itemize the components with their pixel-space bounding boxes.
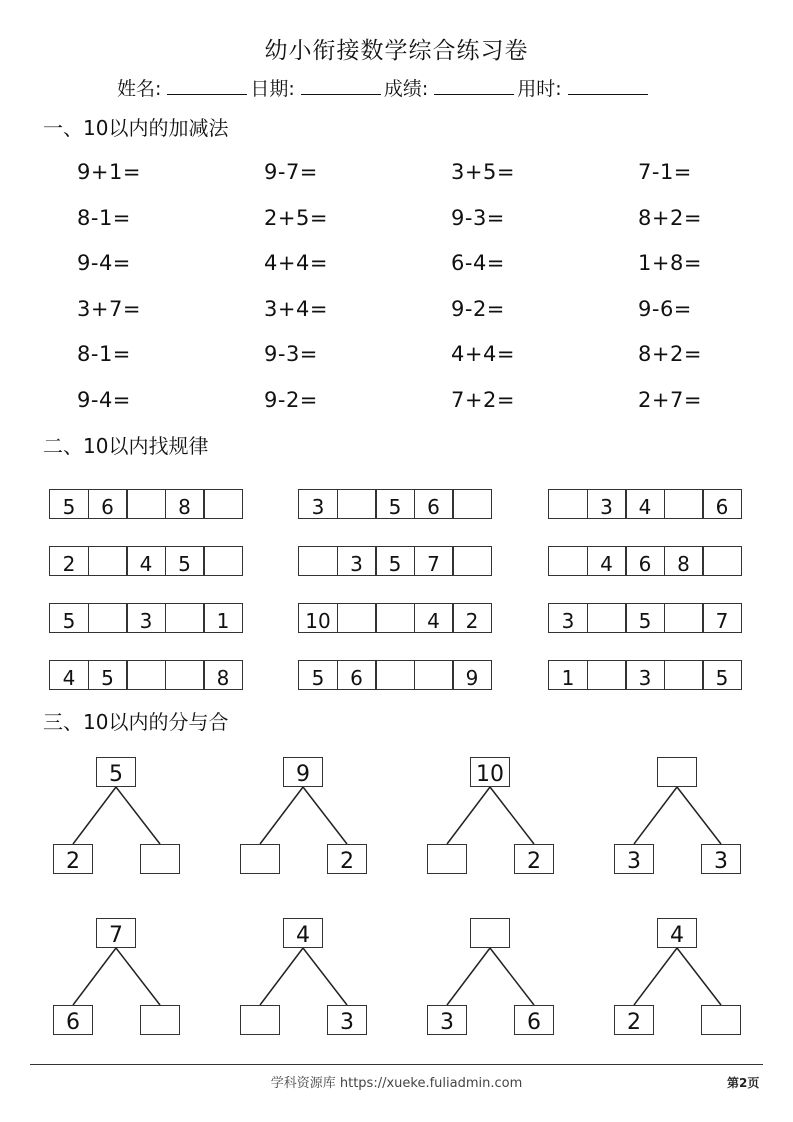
bond-whole-box[interactable]: 7	[96, 918, 136, 948]
equation[interactable]: 8-1=	[77, 205, 131, 230]
equation[interactable]: 9-4=	[77, 251, 131, 275]
bond-part-right-box[interactable]: 2	[327, 844, 367, 874]
pattern-cell[interactable]: 8	[203, 660, 243, 690]
pattern-cell[interactable]: 5	[88, 660, 128, 690]
equation[interactable]: 8+2=	[638, 205, 702, 230]
pattern-cell[interactable]	[664, 603, 704, 633]
equation[interactable]: 4+4=	[451, 342, 515, 366]
pattern-cell[interactable]: 6	[337, 660, 377, 690]
number-bond-tree	[614, 757, 754, 877]
bond-part-right-box[interactable]: 6	[514, 1005, 554, 1035]
pattern-cell[interactable]: 2	[49, 546, 89, 576]
number-bond-tree	[53, 918, 193, 1038]
pattern-cell[interactable]: 1	[203, 603, 243, 633]
equation[interactable]: 3+5=	[451, 160, 515, 184]
date-label: 日期:	[250, 78, 295, 100]
equation[interactable]: 9-2=	[264, 387, 318, 412]
bond-part-right-box[interactable]	[701, 1005, 741, 1035]
bond-part-left-box[interactable]: 2	[614, 1005, 654, 1035]
pattern-cell[interactable]	[165, 603, 205, 633]
footer-divider	[30, 1064, 763, 1065]
pattern-cell[interactable]	[165, 660, 205, 690]
bond-part-left-box[interactable]: 2	[53, 844, 93, 874]
bond-part-right-box[interactable]	[140, 844, 180, 874]
pattern-cell[interactable]: 7	[702, 603, 742, 633]
pattern-cell[interactable]	[587, 603, 627, 633]
pattern-strip	[548, 546, 742, 576]
equation[interactable]: 4+4=	[264, 251, 328, 275]
bond-part-right-box[interactable]: 2	[514, 844, 554, 874]
pattern-strip	[548, 603, 742, 633]
pattern-cell[interactable]	[126, 660, 166, 690]
time-field[interactable]	[568, 78, 648, 95]
pattern-cell[interactable]: 4	[49, 660, 89, 690]
pattern-cell[interactable]	[88, 603, 128, 633]
bond-part-left-box[interactable]	[240, 844, 280, 874]
date-field[interactable]	[301, 78, 381, 95]
pattern-cell[interactable]: 3	[587, 489, 627, 519]
equation[interactable]: 8+2=	[638, 342, 702, 366]
pattern-cell[interactable]: 5	[165, 546, 205, 576]
pattern-cell[interactable]: 3	[298, 489, 338, 519]
pattern-cell[interactable]: 5	[375, 489, 415, 519]
pattern-cell[interactable]: 5	[49, 603, 89, 633]
equation[interactable]: 2+5=	[264, 205, 328, 230]
equation[interactable]: 3+4=	[264, 296, 328, 321]
pattern-cell[interactable]	[548, 546, 588, 576]
section2-title: 二、10以内找规律	[43, 434, 209, 458]
student-info-row	[117, 74, 651, 101]
pattern-cell[interactable]: 6	[625, 546, 665, 576]
number-bond-tree	[240, 757, 380, 877]
equation[interactable]: 9-6=	[638, 296, 692, 321]
bond-whole-box[interactable]: 4	[283, 918, 323, 948]
pattern-cell[interactable]	[664, 489, 704, 519]
pattern-cell[interactable]: 7	[414, 546, 454, 576]
bond-part-left-box[interactable]	[240, 1005, 280, 1035]
pattern-cell[interactable]: 4	[625, 489, 665, 519]
section3-title: 三、10以内的分与合	[43, 710, 229, 734]
equation[interactable]: 2+7=	[638, 387, 702, 412]
equation[interactable]: 8-1=	[77, 342, 131, 366]
page-number: 第2页	[727, 1076, 760, 1090]
pattern-strip	[548, 489, 742, 519]
worksheet-title: 幼小衔接数学综合练习卷	[264, 38, 529, 64]
score-label: 成绩:	[383, 78, 429, 100]
pattern-cell[interactable]	[88, 546, 128, 576]
pattern-cell[interactable]: 3	[548, 603, 588, 633]
number-bond-tree	[427, 757, 567, 877]
pattern-cell[interactable]	[337, 603, 377, 633]
name-field[interactable]	[167, 78, 247, 95]
equation[interactable]: 9-3=	[264, 342, 318, 366]
pattern-cell[interactable]: 8	[165, 489, 205, 519]
pattern-cell[interactable]	[452, 546, 492, 576]
pattern-cell[interactable]: 5	[702, 660, 742, 690]
name-label: 姓名:	[117, 78, 162, 100]
equation[interactable]: 3+7=	[77, 296, 141, 321]
pattern-cell[interactable]: 3	[126, 603, 166, 633]
bond-whole-box[interactable]	[657, 757, 697, 787]
bond-whole-box[interactable]: 5	[96, 757, 136, 787]
equation[interactable]: 9+1=	[77, 160, 141, 184]
pattern-cell[interactable]: 4	[414, 603, 454, 633]
pattern-strip	[548, 660, 742, 690]
time-label: 用时:	[517, 78, 562, 100]
pattern-cell[interactable]	[702, 546, 742, 576]
pattern-cell[interactable]: 6	[414, 489, 454, 519]
pattern-cell[interactable]: 3	[625, 660, 665, 690]
pattern-cell[interactable]: 6	[88, 489, 128, 519]
pattern-cell[interactable]	[375, 660, 415, 690]
pattern-strip	[298, 603, 492, 633]
bond-part-left-box[interactable]: 3	[614, 844, 654, 874]
pattern-strip	[49, 660, 243, 690]
bond-part-right-box[interactable]: 3	[327, 1005, 367, 1035]
bond-whole-box[interactable]	[470, 918, 510, 948]
equation[interactable]: 7-1=	[638, 160, 692, 184]
score-field[interactable]	[434, 78, 514, 95]
pattern-cell[interactable]	[587, 660, 627, 690]
pattern-cell[interactable]	[452, 489, 492, 519]
number-bond-tree	[53, 757, 193, 877]
number-bond-tree	[614, 918, 754, 1038]
pattern-cell[interactable]	[375, 603, 415, 633]
bond-whole-box[interactable]: 10	[470, 757, 510, 787]
bond-part-left-box[interactable]	[427, 844, 467, 874]
pattern-cell[interactable]: 10	[298, 603, 338, 633]
equation[interactable]: 1+8=	[638, 251, 702, 275]
pattern-strip	[298, 489, 492, 519]
bond-whole-box[interactable]: 9	[283, 757, 323, 787]
equation[interactable]: 9-3=	[451, 205, 505, 230]
pattern-cell[interactable]	[414, 660, 454, 690]
pattern-cell[interactable]	[664, 660, 704, 690]
equation[interactable]: 9-2=	[451, 296, 505, 321]
pattern-strip	[49, 603, 243, 633]
section1-title: 一、10以内的加减法	[43, 116, 229, 140]
equation[interactable]: 6-4=	[451, 251, 505, 275]
bond-part-left-box[interactable]: 3	[427, 1005, 467, 1035]
pattern-cell[interactable]	[337, 489, 377, 519]
pattern-cell[interactable]: 1	[548, 660, 588, 690]
pattern-strip	[298, 546, 492, 576]
bond-part-right-box[interactable]	[140, 1005, 180, 1035]
bond-whole-box[interactable]: 4	[657, 918, 697, 948]
pattern-strip	[49, 546, 243, 576]
pattern-cell[interactable]: 5	[375, 546, 415, 576]
number-bond-tree	[240, 918, 380, 1038]
equation[interactable]: 9-4=	[77, 387, 131, 412]
pattern-cell[interactable]	[203, 546, 243, 576]
pattern-cell[interactable]: 4	[126, 546, 166, 576]
pattern-cell[interactable]	[298, 546, 338, 576]
footer-source: 学科资源库 https://xueke.fuliadmin.com	[270, 1076, 523, 1091]
bond-part-right-box[interactable]: 3	[701, 844, 741, 874]
pattern-cell[interactable]	[548, 489, 588, 519]
pattern-cell[interactable]: 5	[49, 489, 89, 519]
pattern-cell[interactable]: 4	[587, 546, 627, 576]
equation[interactable]: 9-7=	[264, 160, 318, 184]
bond-part-left-box[interactable]: 6	[53, 1005, 93, 1035]
pattern-cell[interactable]: 8	[664, 546, 704, 576]
pattern-cell[interactable]	[126, 489, 166, 519]
pattern-cell[interactable]	[203, 489, 243, 519]
pattern-cell[interactable]: 3	[337, 546, 377, 576]
pattern-cell[interactable]: 6	[702, 489, 742, 519]
equation[interactable]: 7+2=	[451, 387, 515, 412]
pattern-strip	[49, 489, 243, 519]
pattern-strip	[298, 660, 492, 690]
number-bond-tree	[427, 918, 567, 1038]
pattern-cell[interactable]: 5	[298, 660, 338, 690]
pattern-cell[interactable]: 9	[452, 660, 492, 690]
pattern-cell[interactable]: 5	[625, 603, 665, 633]
pattern-cell[interactable]: 2	[452, 603, 492, 633]
